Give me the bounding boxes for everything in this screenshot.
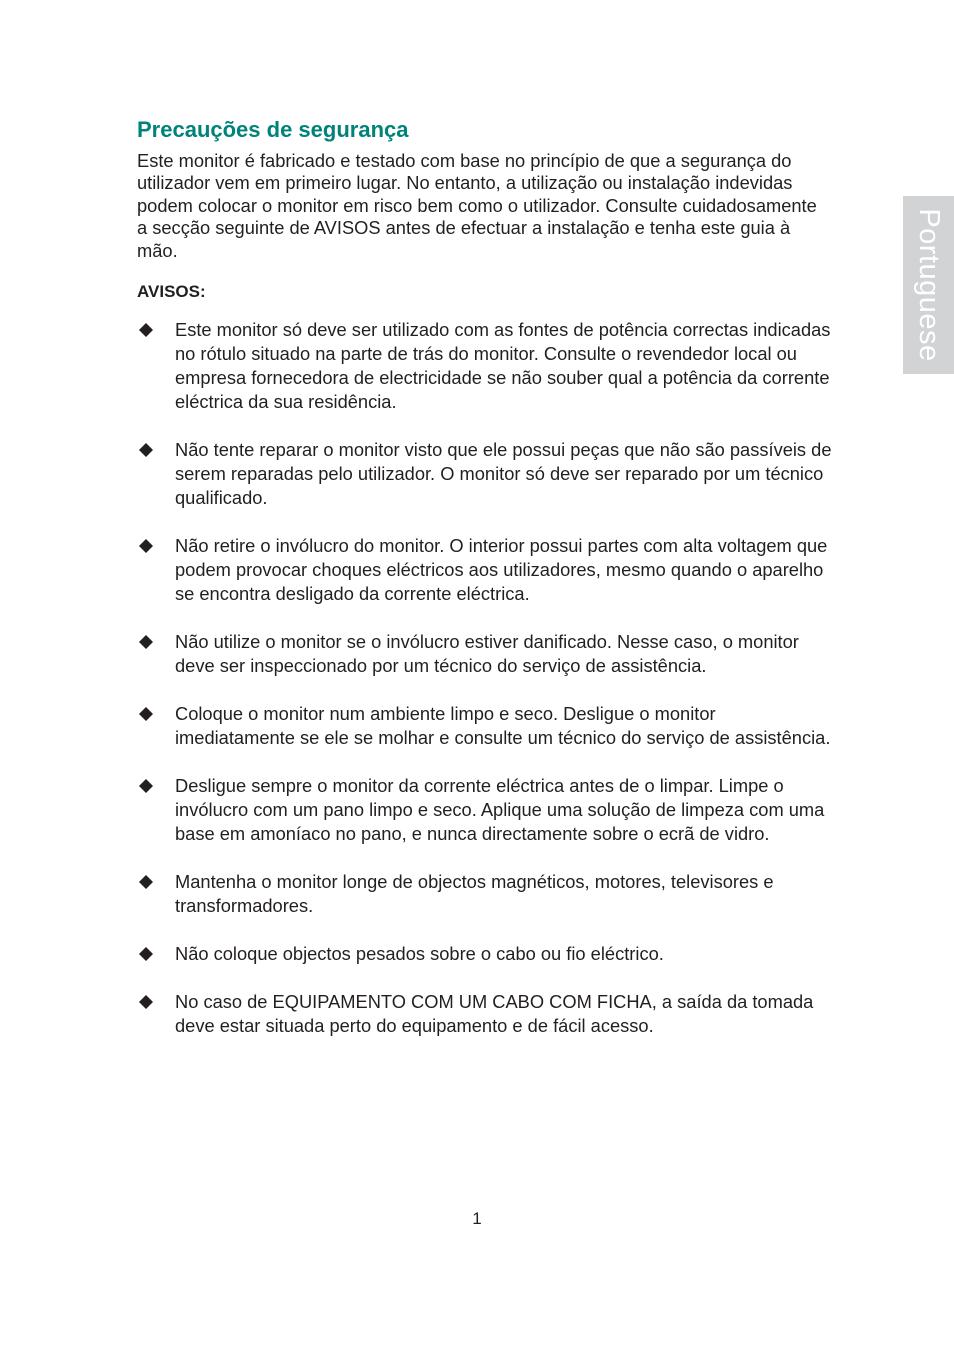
warnings-list [137, 318, 837, 1062]
page-title: Precauções de segurança [137, 117, 409, 142]
diamond-bullet-icon [139, 443, 153, 457]
warning-text: Desligue sempre o monitor da corrente eléctrica antes de o limpar. Limpe o invólucro com um pano limpo e seco. Aplique uma solução de limpeza com uma base em amoníaco no pano, e nunca directamente sobre o ecrã de vidro. [175, 775, 825, 844]
diamond-bullet-icon [139, 779, 153, 793]
diamond-bullet-icon [139, 707, 153, 721]
warning-text: Não retire o invólucro do monitor. O interior possui partes com alta voltagem que podem provocar choques eléctricos aos utilizadores, mesmo quando o aparelho se encontra desligado da corrente eléctrica. [175, 535, 828, 604]
warning-text: Mantenha o monitor longe de objectos magnéticos, motores, televisores e transformadores. [175, 871, 774, 916]
warning-item [137, 942, 837, 966]
diamond-bullet-icon [139, 995, 153, 1009]
language-side-tab-label: Portuguese [912, 208, 945, 362]
warning-item [137, 438, 837, 510]
warning-item [137, 318, 837, 414]
warning-item [137, 870, 837, 918]
warning-text: Este monitor só deve ser utilizado com as fontes de potência correctas indicadas no rótulo situado na parte de trás do monitor. Consulte o revendedor local ou empresa fornecedora de electricidade se não souber qual a potência da corrente eléctrica da sua residência. [175, 319, 831, 412]
diamond-bullet-icon [139, 875, 153, 889]
warnings-heading: AVISOS: [137, 282, 206, 301]
warning-item [137, 702, 837, 750]
warning-item [137, 774, 837, 846]
warning-item [137, 990, 837, 1038]
warning-text: Não utilize o monitor se o invólucro estiver danificado. Nesse caso, o monitor deve ser inspeccionado por um técnico do serviço de assistência. [175, 631, 799, 676]
language-side-tab [903, 196, 954, 374]
warning-item [137, 630, 837, 678]
diamond-bullet-icon [139, 539, 153, 553]
warning-text: No caso de EQUIPAMENTO COM UM CABO COM FICHA, a saída da tomada deve estar situada perto do equipamento e de fácil acesso. [175, 991, 814, 1036]
diamond-bullet-icon [139, 635, 153, 649]
intro-paragraph: Este monitor é fabricado e testado com base no princípio de que a segurança do utilizador vem em primeiro lugar. No entanto, a utilização ou instalação indevidas podem colocar o monitor em risco bem como o utilizador. Consulte cuidadosamente a secção seguinte de AVISOS antes de efectuar a instalação e tenha este guia à mão. [137, 150, 817, 261]
warning-text: Não coloque objectos pesados sobre o cabo ou fio eléctrico. [175, 943, 664, 964]
warning-item [137, 534, 837, 606]
warning-text: Coloque o monitor num ambiente limpo e seco. Desligue o monitor imediatamente se ele se molhar e consulte um técnico do serviço de assistência. [175, 703, 831, 748]
diamond-bullet-icon [139, 323, 153, 337]
diamond-bullet-icon [139, 947, 153, 961]
warning-text: Não tente reparar o monitor visto que ele possui peças que não são passíveis de serem reparadas pelo utilizador. O monitor só deve ser reparado por um técnico qualificado. [175, 439, 832, 508]
page-number: 1 [472, 1209, 482, 1228]
